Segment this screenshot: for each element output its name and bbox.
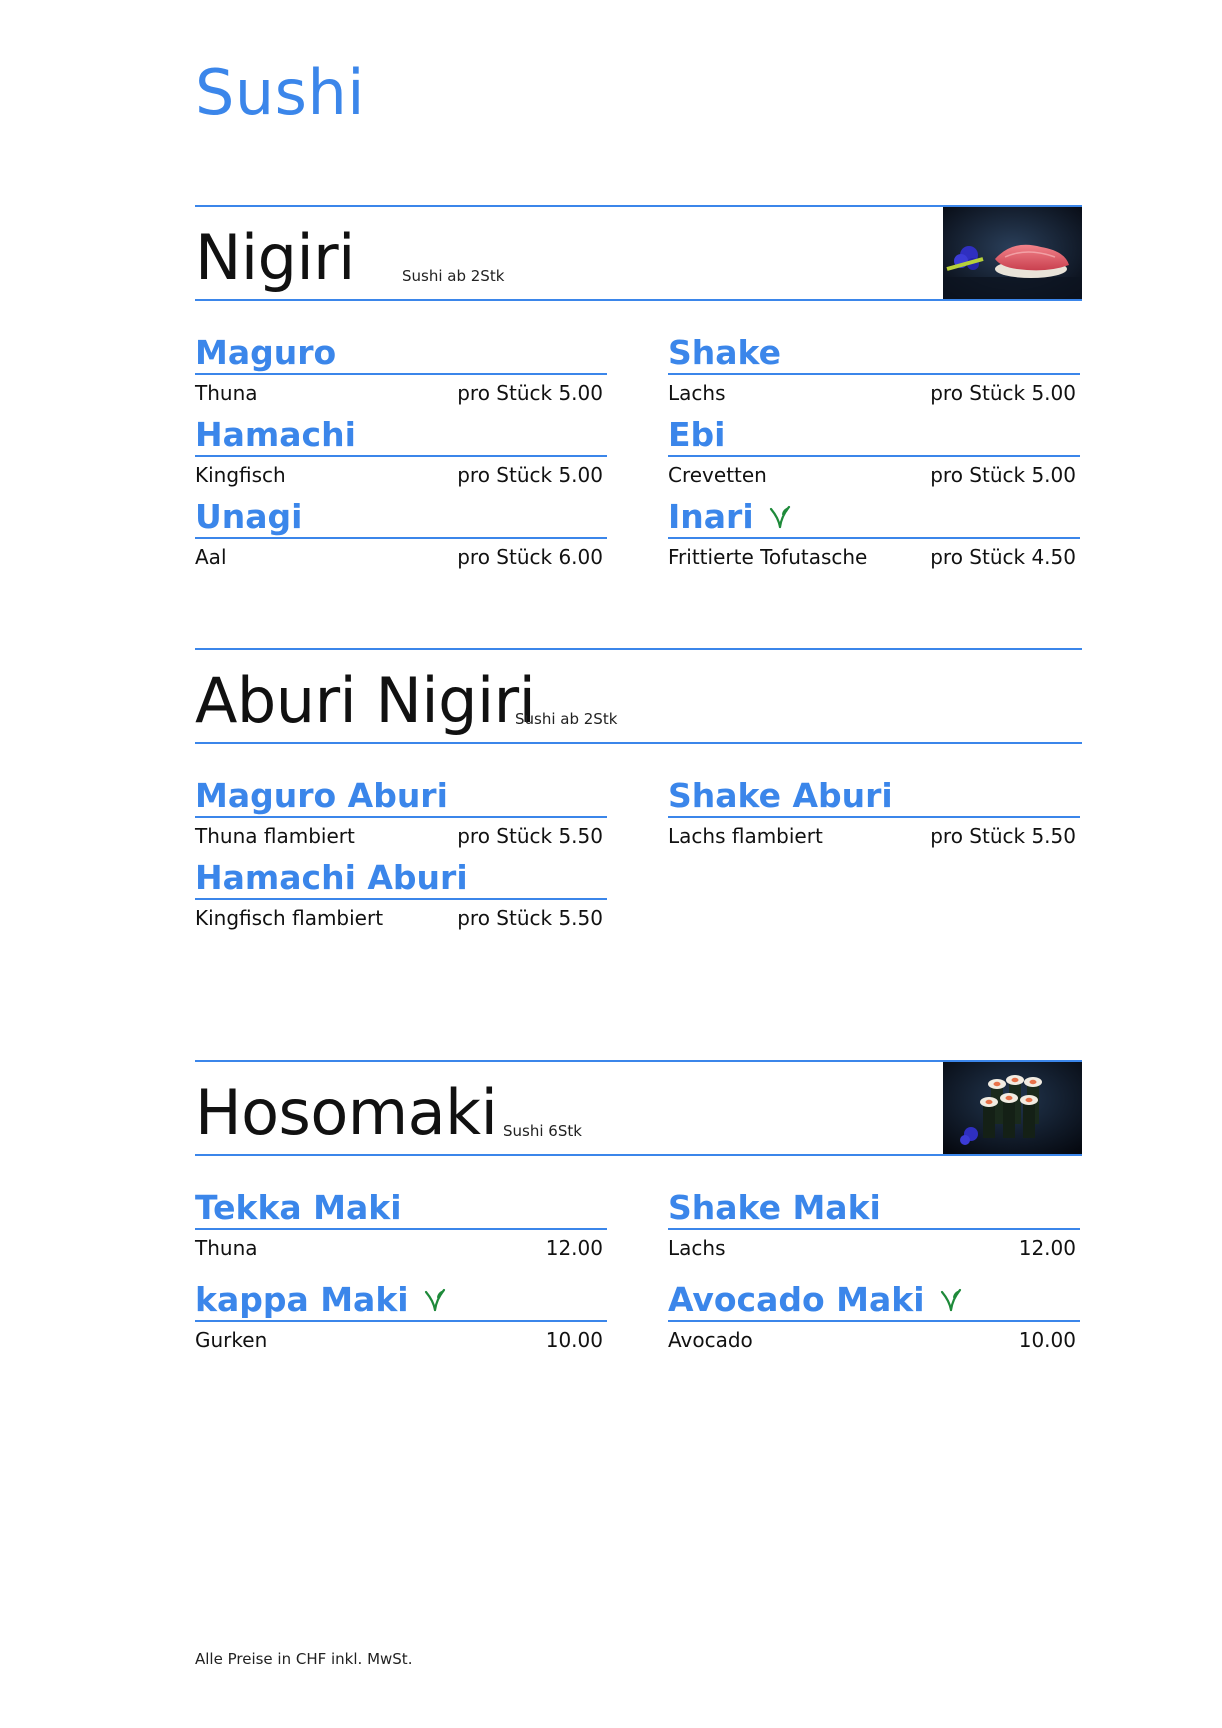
page-title: Sushi	[195, 56, 365, 129]
leaf-sprout-icon	[768, 503, 792, 529]
item-price: pro Stück 5.00	[930, 463, 1076, 487]
item-name: Shake Aburi	[668, 776, 1080, 818]
item-row	[195, 818, 607, 848]
menu-item	[195, 1280, 607, 1352]
item-description: Thuna	[195, 1236, 258, 1260]
menu-item	[668, 333, 1080, 405]
item-description: Kingfisch flambiert	[195, 906, 384, 930]
item-name: Hamachi	[195, 415, 607, 457]
section-aburi-nigiri	[195, 648, 1082, 946]
item-row	[195, 457, 607, 487]
item-price: 10.00	[1018, 1328, 1076, 1352]
item-row	[668, 1230, 1080, 1260]
item-row	[195, 1322, 607, 1352]
section-hosomaki	[195, 1060, 1082, 1388]
item-name-row	[668, 497, 1080, 539]
menu-item	[195, 776, 607, 848]
item-price: pro Stück 5.00	[457, 463, 603, 487]
item-row	[668, 818, 1080, 848]
item-price: pro Stück 4.50	[930, 545, 1076, 569]
section-note: Sushi 6Stk	[503, 1122, 582, 1140]
item-row	[195, 539, 607, 569]
item-price: pro Stück 5.50	[457, 824, 603, 848]
item-row	[195, 1230, 607, 1260]
item-name: Shake Maki	[668, 1188, 1080, 1230]
footer-note: Alle Preise in CHF inkl. MwSt.	[195, 1650, 413, 1668]
items-grid	[195, 333, 1082, 583]
menu-item	[195, 1188, 607, 1260]
item-name: Shake	[668, 333, 1080, 375]
section-title: Hosomaki	[195, 1076, 498, 1149]
item-name: Ebi	[668, 415, 1080, 457]
menu-item	[195, 497, 607, 569]
item-price: pro Stück 5.50	[930, 824, 1076, 848]
item-price: 12.00	[1018, 1236, 1076, 1260]
item-row	[195, 900, 607, 930]
item-description: Aal	[195, 545, 227, 569]
item-row	[195, 375, 607, 405]
section-title: Aburi Nigiri	[195, 664, 536, 737]
item-description: Thuna flambiert	[195, 824, 355, 848]
item-description: Thuna	[195, 381, 258, 405]
item-description: Kingfisch	[195, 463, 286, 487]
menu-item	[195, 333, 607, 405]
item-name: Tekka Maki	[195, 1188, 607, 1230]
section-header	[195, 648, 1082, 744]
item-name: Maguro Aburi	[195, 776, 607, 818]
item-price: pro Stück 5.50	[457, 906, 603, 930]
item-name-row	[195, 1280, 607, 1322]
item-name: Avocado Maki	[668, 1279, 925, 1319]
section-note: Sushi ab 2Stk	[402, 267, 505, 285]
item-name: Inari	[668, 496, 754, 536]
item-price: pro Stück 5.00	[930, 381, 1076, 405]
item-name: kappa Maki	[195, 1279, 409, 1319]
item-row	[668, 1322, 1080, 1352]
maki-photo	[943, 1062, 1082, 1154]
item-description: Avocado	[668, 1328, 753, 1352]
item-description: Lachs flambiert	[668, 824, 823, 848]
item-price: pro Stück 6.00	[457, 545, 603, 569]
section-header	[195, 1060, 1082, 1156]
item-name: Hamachi Aburi	[195, 858, 607, 900]
section-nigiri	[195, 205, 1082, 583]
section-note: Sushi ab 2Stk	[515, 710, 618, 728]
section-header	[195, 205, 1082, 301]
menu-item	[668, 1188, 1080, 1260]
leaf-sprout-icon	[939, 1286, 963, 1312]
menu-item	[668, 776, 1080, 848]
menu-item	[668, 497, 1080, 569]
item-row	[668, 375, 1080, 405]
item-price: 10.00	[545, 1328, 603, 1352]
menu-item	[668, 415, 1080, 487]
menu-item	[195, 415, 607, 487]
item-description: Frittierte Tofutasche	[668, 545, 868, 569]
section-title: Nigiri	[195, 221, 355, 294]
leaf-sprout-icon	[423, 1286, 447, 1312]
menu-item	[195, 858, 607, 930]
item-price: 12.00	[545, 1236, 603, 1260]
item-row	[668, 457, 1080, 487]
item-name: Maguro	[195, 333, 607, 375]
item-description: Gurken	[195, 1328, 268, 1352]
item-row	[668, 539, 1080, 569]
items-grid	[195, 776, 1082, 946]
nigiri-photo	[943, 207, 1082, 299]
menu-item	[668, 1280, 1080, 1352]
item-description: Crevetten	[668, 463, 767, 487]
items-grid	[195, 1188, 1082, 1388]
item-name: Unagi	[195, 497, 607, 539]
item-description: Lachs	[668, 381, 726, 405]
item-name-row	[668, 1280, 1080, 1322]
item-price: pro Stück 5.00	[457, 381, 603, 405]
item-description: Lachs	[668, 1236, 726, 1260]
